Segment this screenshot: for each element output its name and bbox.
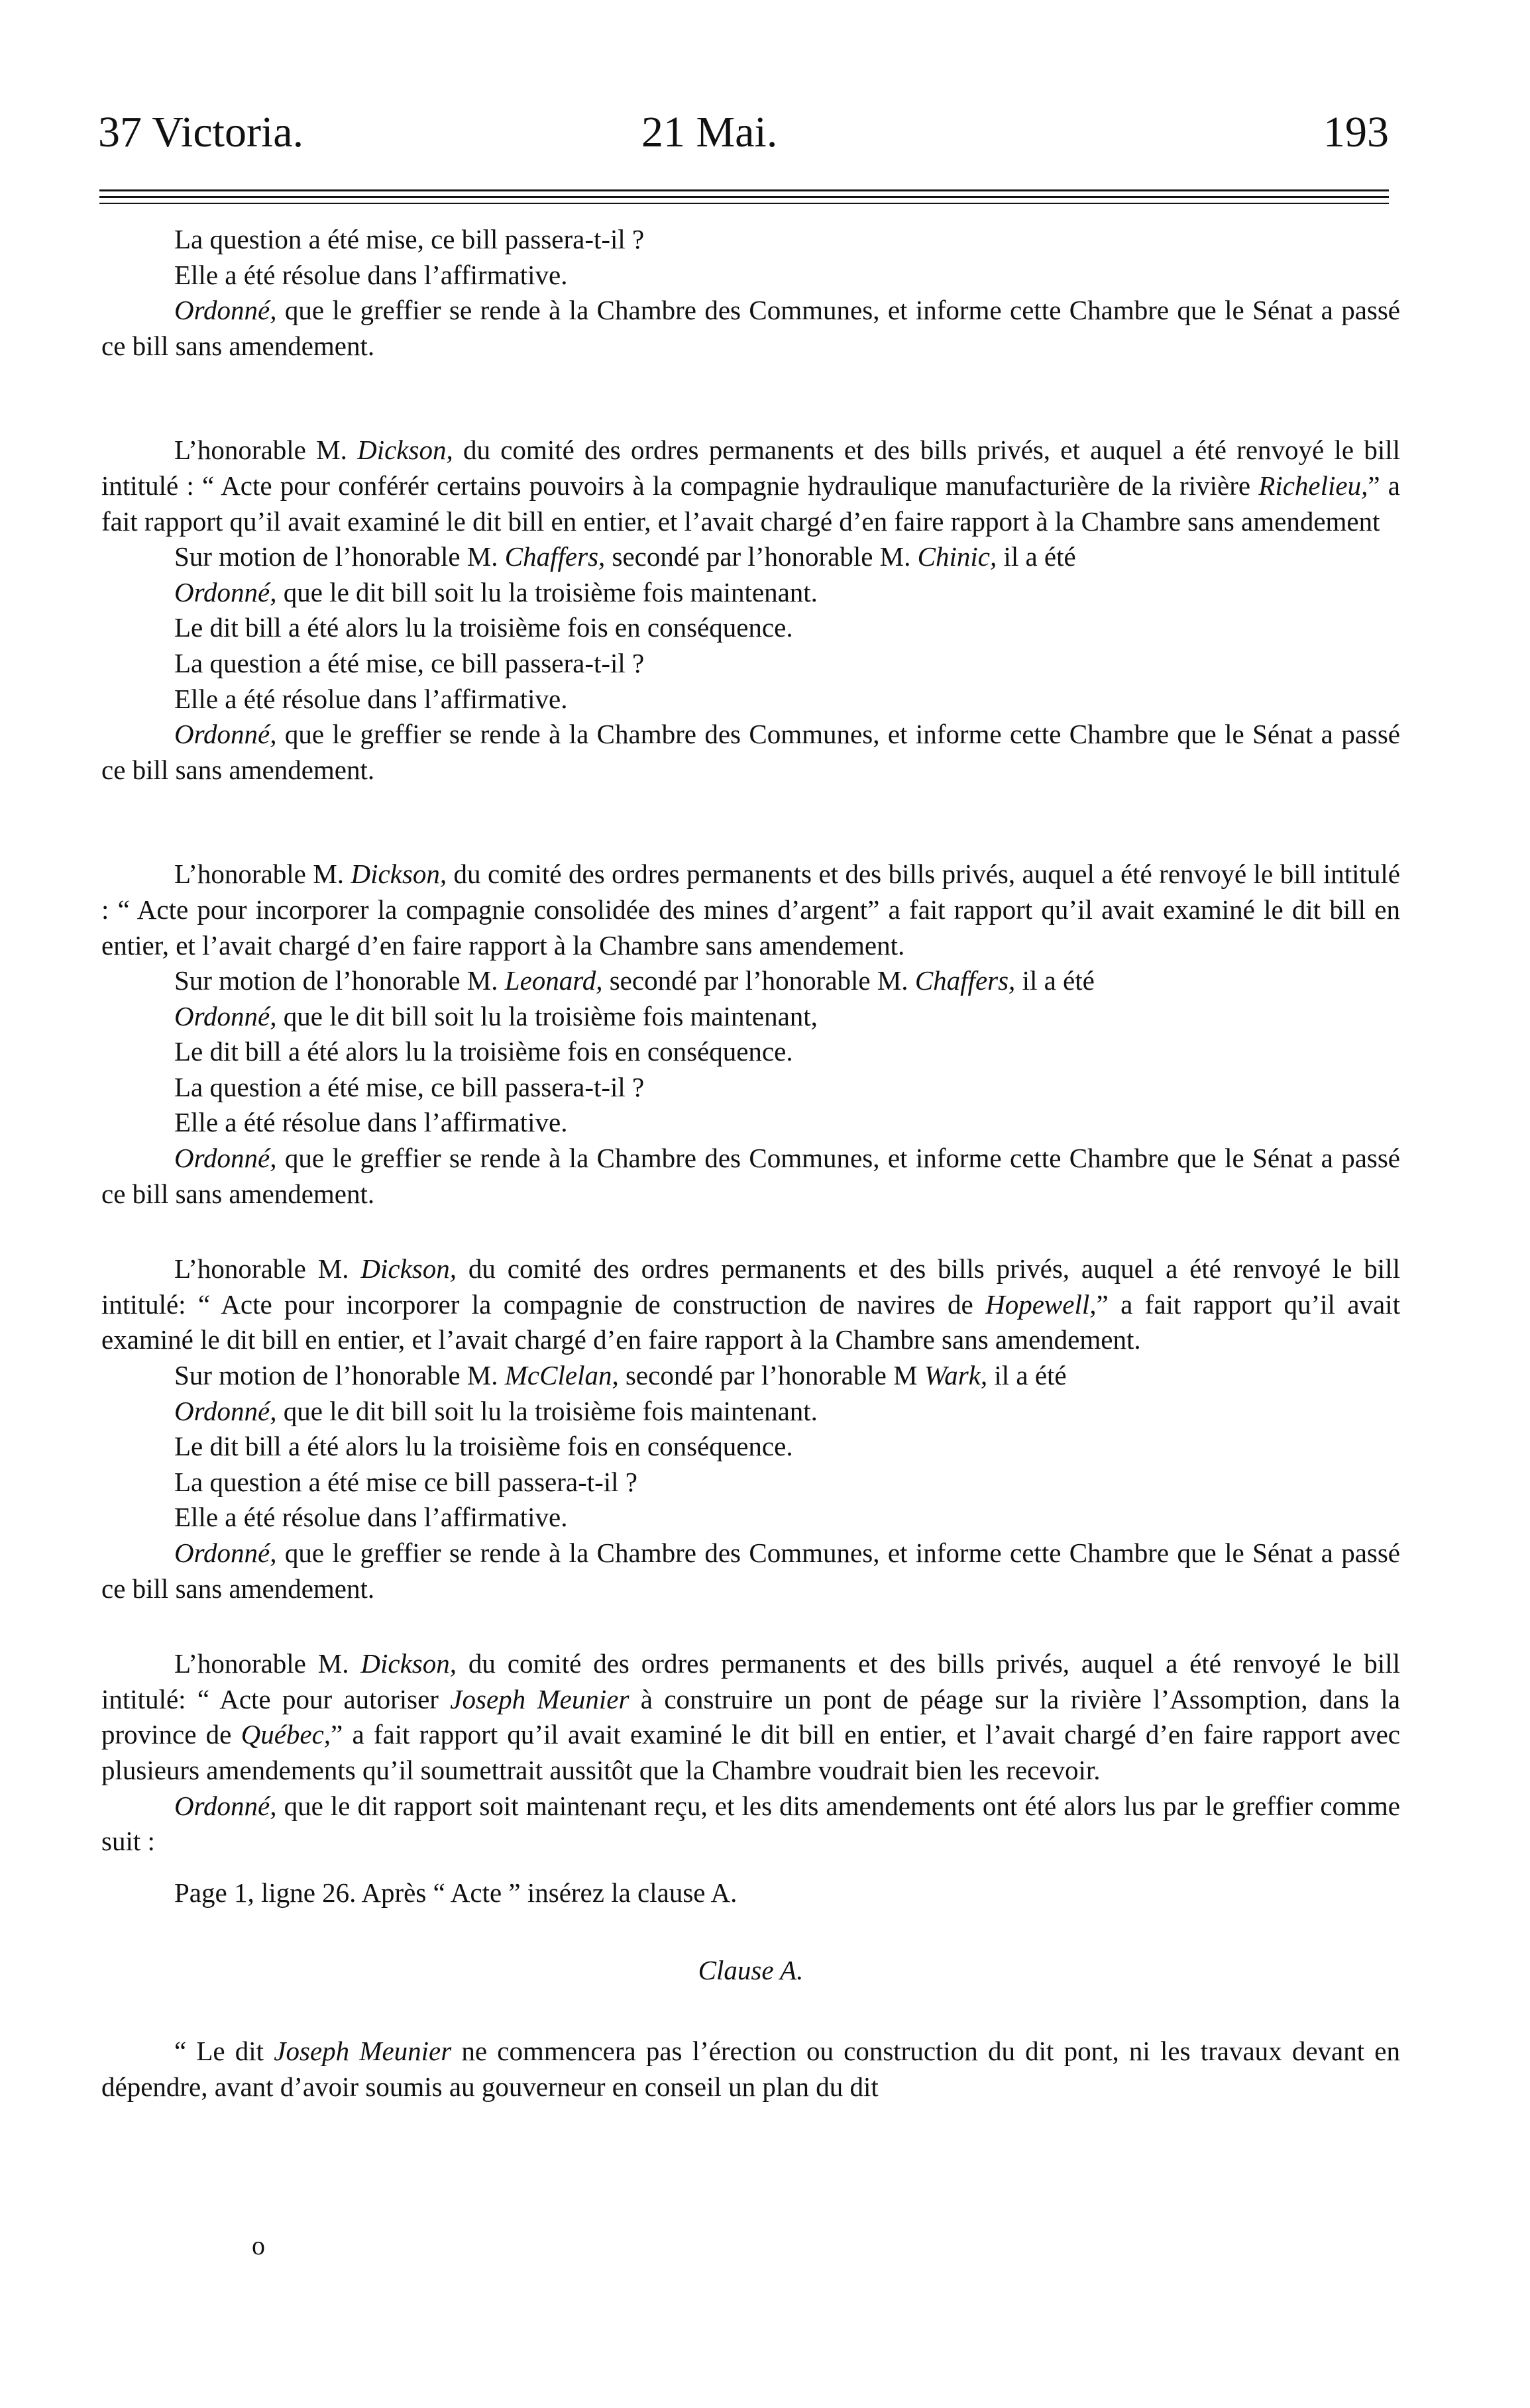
paragraph: La question a été mise, ce bill passera-t-il ?	[174, 1071, 645, 1102]
document-body	[101, 222, 1400, 2105]
paragraph: L’honorable M. Dickson, du comité des ordres permanents et des bills privés, et auquel a été renvoyé le bill intitulé : “ Acte pour conférér certains pouvoirs à la compagnie hydraulique manufacturière de la rivière Richelieu,” a fait rapport qu’il avait examiné le dit bill en entier, et l’avait chargé d’en faire rapport à la Chambre sans amendement	[101, 435, 1400, 537]
header-volume: 37 Victoria.	[98, 108, 304, 156]
paragraph: Ordonné, que le greffier se rende à la Chambre des Communes, et informe cette Chambre que le Sénat a passé ce bill sans amendement.	[101, 1538, 1400, 1604]
paragraph: Page 1, ligne 26. Après “ Acte ” insérez la clause A.	[174, 1877, 738, 1908]
paragraph: Elle a été résolue dans l’affirmative.	[174, 1502, 568, 1533]
paragraph: Elle a été résolue dans l’affirmative.	[174, 683, 568, 714]
paragraph: La question a été mise, ce bill passera-t-il ?	[174, 224, 645, 254]
paragraph: Sur motion de l’honorable M. Chaffers, secondé par l’honorable M. Chinic, il a été	[174, 541, 1076, 572]
paragraph: L’honorable M. Dickson, du comité des ordres permanents et des bills privés, auquel a été renvoyé le bill intitulé: “ Acte pour autoriser Joseph Meunier à construire un pont de péage sur la rivière l’Assomption, dans la province de Québec,” a fait rapport qu’il avait examiné le dit bill en entier, et l’avait chargé d’en faire rapport avec plusieurs amendements qu’il soumettrait aussitôt que la Chambre voudrait bien les recevoir.	[101, 1648, 1401, 1785]
paragraph: “ Le dit Joseph Meunier ne commencera pas l’érection ou construction du dit pont, ni les travaux devant en dépendre, avant d’avoir soumis au gouverneur en conseil un plan du dit	[101, 2035, 1401, 2102]
paragraph: Sur motion de l’honorable M. McClelan, secondé par l’honorable M Wark, il a été	[174, 1360, 1067, 1391]
paragraph: Le dit bill a été alors lu la troisième fois en conséquence.	[174, 612, 793, 643]
paragraph: Le dit bill a été alors lu la troisième fois en conséquence.	[174, 1431, 793, 1462]
paragraph: La question a été mise ce bill passera-t-il ?	[174, 1466, 638, 1497]
header-date: 21 Mai.	[641, 108, 778, 156]
header-page-number: 193	[1323, 108, 1389, 156]
paragraph: Ordonné, que le greffier se rende à la Chambre des Communes, et informe cette Chambre que le Sénat a passé ce bill sans amendement.	[101, 1143, 1400, 1209]
header-rule-middle	[99, 196, 1389, 198]
paragraph: Elle a été résolue dans l’affirmative.	[174, 1107, 568, 1138]
paragraph: Ordonné, que le greffier se rende à la Chambre des Communes, et informe cette Chambre que le Sénat a passé ce bill sans amendement.	[101, 295, 1400, 361]
paragraph: Clause A.	[698, 1955, 804, 1986]
paragraph: L’honorable M. Dickson, du comité des ordres permanents et des bills privés, auquel a été renvoyé le bill intitulé : “ Acte pour incorporer la compagnie consolidée des mines d’argent” a fait rapport qu’il avait examiné le dit bill en entier, et l’avait chargé d’en faire rapport à la Chambre sans amendement.	[101, 859, 1400, 961]
paragraph: L’honorable M. Dickson, du comité des ordres permanents et des bills privés, auquel a été renvoyé le bill intitulé: “ Acte pour incorporer la compagnie de construction de navires de Hopewell,” a fait rapport qu’il avait examiné le dit bill en entier, et l’avait chargé d’en faire rapport à la Chambre sans amendement.	[101, 1253, 1400, 1355]
paragraph: Ordonné, que le dit rapport soit maintenant reçu, et les dits amendements ont été alors lus par le greffier comme suit :	[101, 1790, 1400, 1857]
paragraph: La question a été mise, ce bill passera-t-il ?	[174, 647, 645, 678]
signature-mark: o	[252, 2230, 265, 2260]
paragraph: Ordonné, que le dit bill soit lu la troisième fois maintenant.	[174, 1395, 818, 1426]
paragraph: Elle a été résolue dans l’affirmative.	[174, 259, 568, 290]
paragraph: Ordonné, que le dit bill soit lu la troisième fois maintenant.	[174, 576, 818, 607]
paragraph: Ordonné, que le greffier se rende à la Chambre des Communes, et informe cette Chambre que le Sénat a passé ce bill sans amendement.	[101, 719, 1400, 785]
paragraph: Le dit bill a été alors lu la troisième fois en conséquence.	[174, 1036, 793, 1067]
paragraph: Sur motion de l’honorable M. Leonard, secondé par l’honorable M. Chaffers, il a été	[174, 965, 1095, 996]
paragraph: Ordonné, que le dit bill soit lu la troisième fois maintenant,	[174, 1000, 818, 1031]
page-header	[98, 99, 1403, 172]
header-rule-bottom	[99, 203, 1389, 204]
header-rule-top	[99, 189, 1389, 191]
